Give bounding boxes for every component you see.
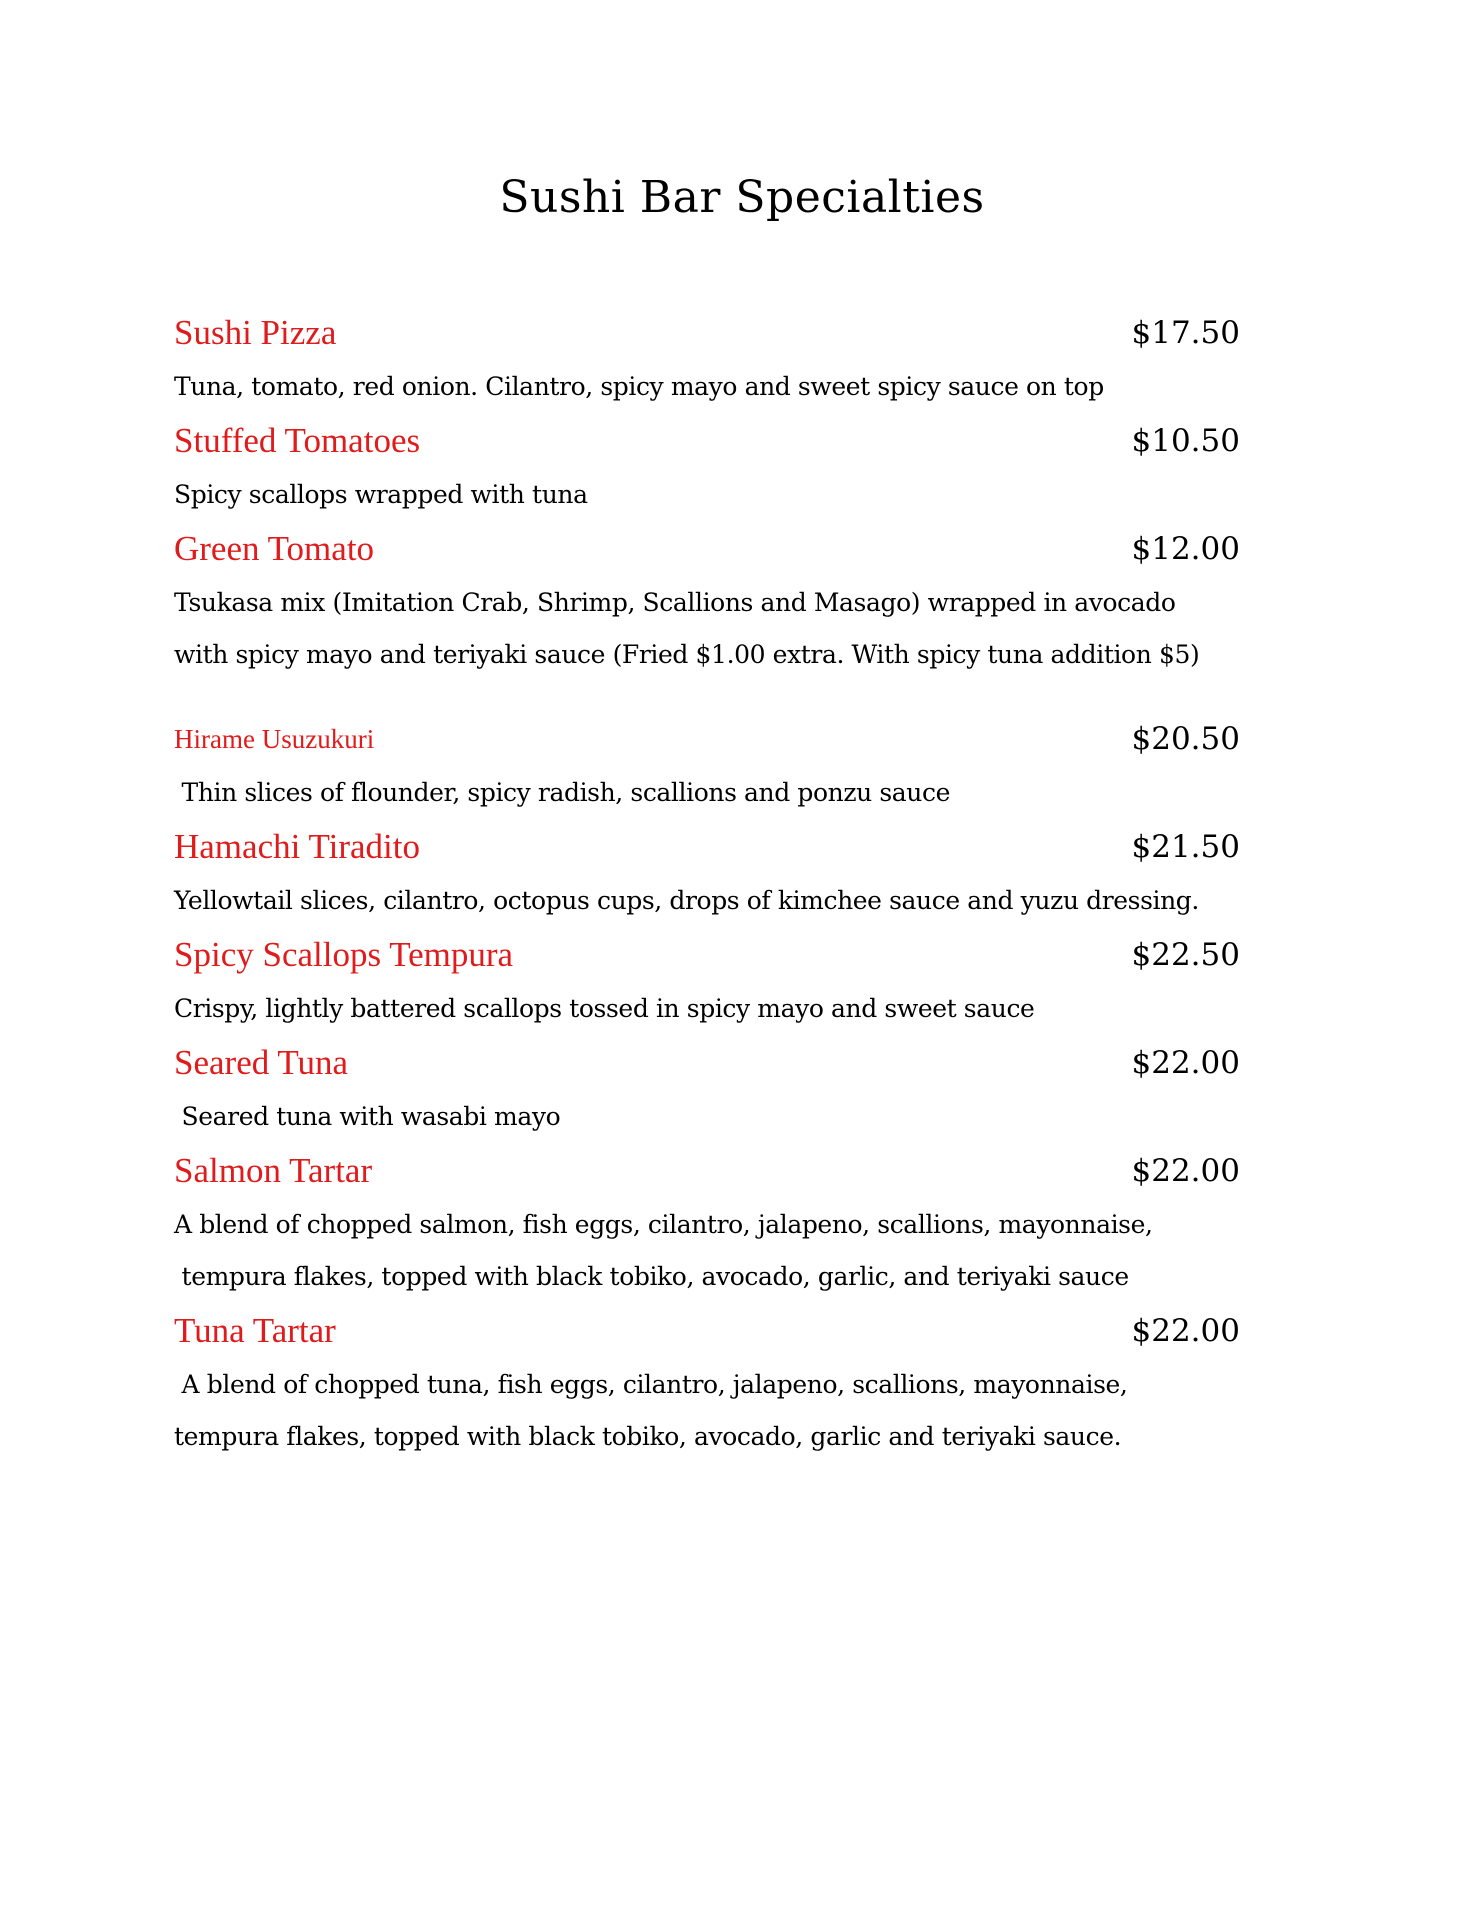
- item-name: Hamachi Tiradito: [174, 827, 420, 866]
- item-name: Seared Tuna: [174, 1043, 349, 1082]
- menu-list: [174, 305, 1240, 1463]
- item-price: $22.50: [1131, 937, 1240, 973]
- description-line: A blend of chopped salmon, fish eggs, cilantro, jalapeno, scallions, mayonnaise,: [174, 1210, 1153, 1239]
- item-description: [174, 361, 1240, 413]
- item-description: [174, 767, 1240, 819]
- description-line: Tuna, tomato, red onion. Cilantro, spicy mayo and sweet spicy sauce on top: [174, 372, 1104, 401]
- menu-item-sushi-pizza: [174, 305, 1240, 413]
- item-price: $17.50: [1131, 315, 1240, 351]
- description-line: Thin slices of flounder, spicy radish, scallions and ponzu sauce: [174, 778, 951, 807]
- item-name: Tuna Tartar: [174, 1311, 336, 1350]
- item-name: Sushi Pizza: [174, 313, 337, 352]
- description-line: Tsukasa mix (Imitation Crab, Shrimp, Scallions and Masago) wrapped in avocado: [174, 588, 1176, 617]
- item-description: [174, 875, 1240, 927]
- item-price: $10.50: [1131, 423, 1240, 459]
- item-description: [174, 1199, 1240, 1303]
- description-line: tempura flakes, topped with black tobiko, avocado, garlic, and teriyaki sauce: [174, 1262, 1129, 1291]
- item-description: [174, 577, 1240, 681]
- description-line: Seared tuna with wasabi mayo: [174, 1102, 561, 1131]
- menu-item-green-tomato: [174, 521, 1240, 681]
- item-price: $22.00: [1131, 1153, 1240, 1189]
- item-name: Spicy Scallops Tempura: [174, 935, 514, 974]
- menu-item-hamachi-tiradito: [174, 819, 1240, 927]
- item-name: Stuffed Tomatoes: [174, 421, 421, 460]
- item-price: $20.50: [1131, 721, 1240, 757]
- item-description: [174, 983, 1240, 1035]
- description-line: A blend of chopped tuna, fish eggs, cilantro, jalapeno, scallions, mayonnaise,: [174, 1370, 1128, 1399]
- item-name: Hirame Usuzukuri: [174, 724, 375, 754]
- item-price: $21.50: [1131, 829, 1240, 865]
- item-price: $12.00: [1131, 531, 1240, 567]
- item-price: $22.00: [1131, 1045, 1240, 1081]
- description-line: Crispy, lightly battered scallops tossed in spicy mayo and sweet sauce: [174, 994, 1035, 1023]
- menu-item-seared-tuna: [174, 1035, 1240, 1143]
- item-description: [174, 1091, 1240, 1143]
- item-name: Green Tomato: [174, 529, 375, 568]
- menu-item-salmon-tartar: [174, 1143, 1240, 1303]
- item-description: [174, 1359, 1240, 1463]
- menu-item-tuna-tartar: [174, 1303, 1240, 1463]
- description-line: Spicy scallops wrapped with tuna: [174, 480, 588, 509]
- item-name: Salmon Tartar: [174, 1151, 373, 1190]
- menu-item-hirame-usuzukuri: [174, 711, 1240, 819]
- menu-item-stuffed-tomatoes: [174, 413, 1240, 521]
- description-line: with spicy mayo and teriyaki sauce (Fried $1.00 extra. With spicy tuna addition $5): [174, 640, 1200, 669]
- page-title: Sushi Bar Specialties: [499, 172, 985, 223]
- menu-item-spicy-scallops-tempura: [174, 927, 1240, 1035]
- item-price: $22.00: [1131, 1313, 1240, 1349]
- description-line: Yellowtail slices, cilantro, octopus cups, drops of kimchee sauce and yuzu dressing.: [174, 886, 1199, 915]
- item-description: [174, 469, 1240, 521]
- description-line: tempura flakes, topped with black tobiko, avocado, garlic and teriyaki sauce.: [174, 1422, 1122, 1451]
